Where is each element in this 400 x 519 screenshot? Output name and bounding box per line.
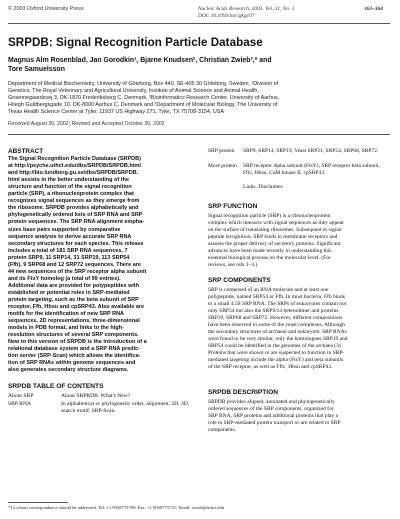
toc-key: SRP RNA [8, 401, 31, 407]
author-list [8, 56, 378, 74]
section-body [208, 287, 392, 371]
abstract-line: and its FtsY homolog (a total of 99 entries). [8, 275, 121, 282]
toc-row [8, 401, 198, 417]
body-line: Signal recognition particle (SRP) is a ribonucleoprotein [208, 213, 331, 219]
journal-citation: Nucleic Acids Research, 2003, Vol. 31, No. 1 [198, 6, 295, 12]
body-line: have been observed in some of the yeast complexes. Although [208, 322, 345, 328]
toc-value: In alphabetical or phylogenetic order, alignment, 2D, 3D, search motif, SRP-Scan. [61, 401, 190, 415]
abstract-line: sizes base pairs supported by comparative [8, 226, 121, 233]
toc-key: More protein [208, 163, 237, 169]
footnote: *To whom correspondence should be addressed. Tel: +1 9038773769; Fax: +1 9038775731; Email: zwieb@uthct.edu [8, 505, 225, 510]
abstract-line: protein targeting, such as the beta subunit of SRP [8, 296, 139, 303]
body-line: essential biological process on the molecular level. (For [208, 255, 331, 261]
body-line: reviews, see refs 1–3.) [208, 262, 258, 268]
affiliation-line: Genetics, The Royal Veterinary and Agricultural University, Institute of Animal Science and Animal Health, [8, 88, 259, 95]
abstract-line: tion server (SRP-Scan) which allows the identifica- [8, 353, 141, 360]
toc-key: About SRP [8, 393, 34, 399]
body-line: polypeptide, named SRP54 or Ffh. In most bacteria, Ffh binds [208, 294, 345, 300]
body-line: role in SRP-mediated protein transport or are related to SRP [208, 420, 341, 426]
abstract-line: sequences, 2D representations, three-dimensional [8, 318, 140, 325]
toc-value: Links. Disclaimer. [243, 184, 284, 190]
page-range: 363–364 [364, 6, 383, 12]
section-heading: SRP COMPONENTS [208, 277, 271, 284]
abstract-line: established or potential roles in SRP-mediated [8, 289, 130, 296]
section-heading: SRP FUNCTION [208, 203, 258, 210]
section-heading: SRPDB DESCRIPTION [208, 389, 278, 396]
abstract-line: tion of SRP RNAs within genome sequences and [8, 360, 136, 367]
abstract-line: also generates secondary structure diagrams. [8, 367, 129, 374]
author-line: Tore Samuelsson [8, 66, 65, 74]
abstract-line: protein SRP9, 11 SRP14, 31 SRP19, 113 SRP54 [8, 254, 130, 261]
body-line: mediated targeting include the alpha (FtsY) and beta subunits [208, 357, 344, 363]
abstract-line: at http://psyche.uthct.edu/dbs/SRPDB/SRPDB.html [8, 163, 141, 170]
body-line: Proteins that were shown or are suspected to function in SRP- [208, 350, 345, 356]
body-line: complex which interacts with signal sequences as they appear [208, 220, 344, 226]
toc-row [208, 163, 392, 185]
abstract [8, 148, 198, 375]
received-dates: Received August 30, 2002; Revised and Accepted October 30, 2002 [8, 121, 165, 127]
body-line: SRP54 could be identified in the genomes of the archaea (3). [208, 343, 342, 349]
body-line: SRP19, SRP68 and SRP72. However, different compositions [208, 315, 343, 321]
abstract-line: motifs for the identification of new SRP RNA [8, 311, 125, 318]
abstract-line: resolution structures of several SRP components. [8, 332, 139, 339]
abstract-line: structure and function of the signal recognition [8, 184, 132, 191]
affiliation-line: Texas Health Science Center at Tyler, 11937 US Highway 271, Tyler, TX 75708-3154, USA [8, 109, 224, 116]
abstract-line: protein sequences. The SRP RNA alignment empha- [8, 219, 144, 226]
section-body [208, 213, 392, 269]
toc-value: About SRPRDB. What's New? [61, 393, 131, 399]
abstract-line: (Ffh), 9 SRP68 and 12 SRP72 sequences. There are [8, 261, 141, 268]
toc-key: SRP protein [208, 148, 235, 154]
abstract-line: 44 new sequences of the SRP receptor alpha subunit [8, 268, 147, 275]
header-rule [8, 23, 390, 24]
paper-title: SRPDB: Signal Recognition Particle Database [8, 36, 263, 49]
toc-heading: SRPDB TABLE OF CONTENTS [8, 383, 104, 390]
toc-row [8, 393, 198, 401]
body-line: SRP RNA, SRP proteins and additional proteins that play a [208, 413, 339, 419]
copyright-line: © 2003 Oxford University Press [8, 6, 84, 12]
abstract-line: receptor, Ffh, Hbsu and cpSRP43. Also available are [8, 304, 145, 311]
affiliation-line: Department of Medical Biochemistry, University of Göteborg, Box 440, SE-405 30 Göteborg, Sweden, ¹Division of [8, 81, 279, 87]
author-line: Magnus Alm Rosenblad, Jan Gorodkin¹, Bjarne Knudsen², Christian Zwieb³,* and [8, 57, 272, 64]
body-line: advances have been made recently in understanding this [208, 248, 332, 254]
doi: DOI: 10.1093/nar/gkg107 [198, 13, 255, 19]
body-line: components. [208, 427, 236, 433]
abstract-line: sequence analysis to derive accurate SRP RNA [8, 233, 132, 240]
section-body [208, 399, 392, 434]
toc-value: SRP9, SRP14, SRP19, Yeast SRP21, SRP54, SRP68, SRP72. [243, 148, 379, 154]
affiliations [8, 81, 390, 116]
footnote-rule [8, 502, 68, 503]
body-line: ordered sequences of the SRP components, organized for [208, 406, 334, 412]
affiliation-line: Hoegh Guldbergsgade 10, DK-8000 Aarhus C, Denmark and ³Department of Molecular Biology, The University of [8, 102, 278, 109]
toc-value: SRP receptor alpha subunit (FtsY), SRP receptor beta subunit, Ffh/, Hbsu, CaM kinase II, cpSRP43. [243, 163, 380, 176]
body-line: on the surface of translating ribosomes. Subsequent to signal [208, 227, 342, 233]
affiliation-line: Groennegaardsvej 3, DK-1870 Frederiksberg C, Denmark, ²Bioinformatics Research Center, University of Aarhus, [8, 95, 280, 102]
abstract-heading: ABSTRACT [8, 148, 44, 155]
abstract-line: particle (SRP), a ribonucleoprotein complex that [8, 191, 134, 198]
body-line: assures the proper delivery of secretory proteins. Significant [208, 241, 341, 247]
body-line: only SRP54 but also the SRP9/14 heterodimer and proteins [208, 308, 339, 314]
body-line: of the SRP receptor, as well as Ffh/, Hbsu and cpSRP43. [208, 364, 333, 370]
abstract-line: recognizes signal sequences as they emerge from [8, 198, 140, 205]
abstract-line: models in PDB format, and links to the high- [8, 325, 124, 332]
toc-row [208, 184, 392, 192]
abstract-line: and http://bio.lundberg.gu.se/dbs/SRPDB/SRPDB. [8, 170, 139, 177]
abstract-line: relational database system and a SRP RNA predic- [8, 346, 141, 353]
abstract-line: New to this version of SRPDB is the introduction of a [8, 339, 147, 346]
body-line: SRP is composed of an RNA molecule and at least one [208, 287, 329, 293]
body-line: SRPDB provides aligned, annotated and phylogenetically [208, 399, 335, 405]
abstract-line: includes a total of 181 SRP RNA sequences, 7 [8, 247, 128, 254]
abstract-line: phylogenetically ordered lists of SRP RNA and SRP [8, 212, 143, 219]
abstract-line: Additional data are provided for polypeptides with [8, 282, 140, 289]
abstract-line: secondary structures for each species. This release [8, 240, 144, 247]
abstract-line: html assists in the better understanding of the [8, 177, 130, 184]
body-line: were found to be very similar, only the homologues SRP19 and [208, 336, 348, 342]
body-line: the secondary structures of archaeal and eukaryotic SRP RNAs [208, 329, 347, 335]
toc-row [208, 148, 392, 156]
body-line: peptide recognition, SRP binds to membrane receptors and [208, 234, 338, 240]
abstract-line: the ribosome. SRPDB provides alphabetically and [8, 205, 139, 212]
body-line: to a small 4.5S SRP RNA. The SRPs of eukaryotes contain not [208, 301, 347, 307]
abstract-line: The Signal Recognition Particle Database (SRPDB) [8, 156, 141, 163]
section-rule [8, 134, 390, 135]
